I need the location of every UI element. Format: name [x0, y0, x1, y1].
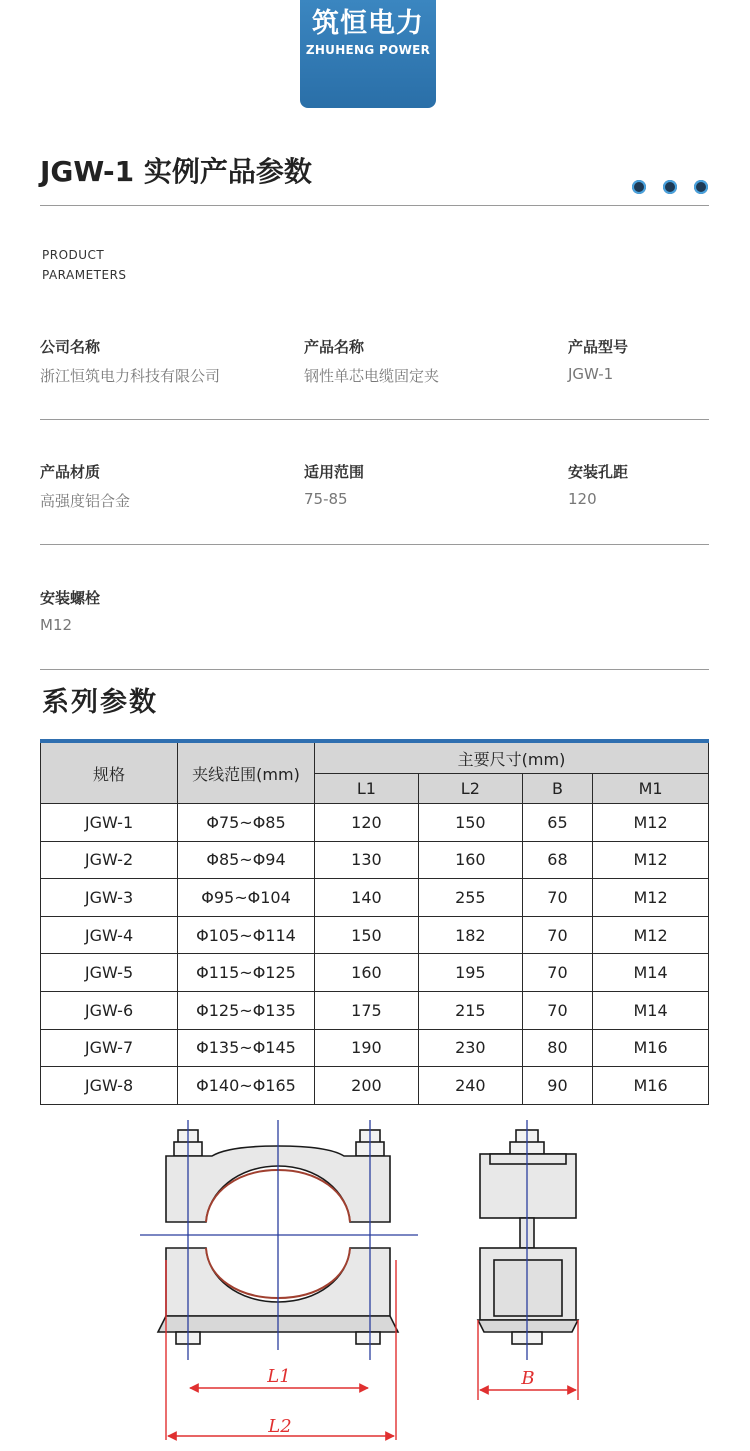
field-label: 产品材质: [40, 463, 101, 481]
field-material: [40, 461, 130, 511]
table-cell: Φ125~Φ135: [178, 991, 315, 1029]
decorative-dots: [630, 180, 712, 194]
field-value: 浙江恒筑电力科技有限公司: [40, 367, 221, 385]
table-cell: M12: [593, 879, 709, 917]
table-cell: JGW-5: [41, 954, 178, 992]
page-title: JGW-1 实例产品参数: [40, 155, 312, 188]
table-cell: 150: [315, 916, 419, 954]
label-line-2: PARAMETERS: [42, 268, 127, 282]
field-bolt: [40, 587, 100, 634]
table-row: [41, 916, 709, 954]
company-logo: [300, 0, 436, 108]
field-value: 钢性单芯电缆固定夹: [304, 367, 440, 385]
dimension-label-b: B: [521, 1368, 535, 1389]
table-cell: 70: [522, 991, 592, 1029]
divider: [40, 205, 709, 206]
field-product-name: [304, 336, 439, 386]
dot-icon: [663, 180, 677, 194]
table-cell: 150: [418, 804, 522, 842]
table-cell: Φ140~Φ165: [178, 1067, 315, 1105]
table-cell: 80: [522, 1029, 592, 1067]
table-cell: 120: [315, 804, 419, 842]
table-cell: 140: [315, 879, 419, 917]
clamp-drawing: [0, 1120, 750, 1451]
side-view: [478, 1130, 578, 1344]
table-row: [41, 1029, 709, 1067]
field-label: 适用范围: [304, 463, 365, 481]
label-line-1: PRODUCT: [42, 248, 105, 262]
table-cell: 215: [418, 991, 522, 1029]
field-label: 安装螺栓: [40, 589, 101, 607]
table-cell: 70: [522, 916, 592, 954]
table-cell: 190: [315, 1029, 419, 1067]
table-cell: 182: [418, 916, 522, 954]
table-cell: JGW-7: [41, 1029, 178, 1067]
table-cell: Φ75~Φ85: [178, 804, 315, 842]
table-cell: M12: [593, 916, 709, 954]
header-l1: L1: [315, 774, 419, 804]
table-cell: 240: [418, 1067, 522, 1105]
table-cell: Φ105~Φ114: [178, 916, 315, 954]
table-cell: JGW-8: [41, 1067, 178, 1105]
table-cell: 68: [522, 841, 592, 879]
table-cell: 70: [522, 879, 592, 917]
field-value: 120: [568, 490, 597, 508]
table-cell: 65: [522, 804, 592, 842]
table-cell: M12: [593, 841, 709, 879]
table-cell: 160: [418, 841, 522, 879]
header-m1: M1: [593, 774, 709, 804]
table-cell: M14: [593, 954, 709, 992]
divider: [40, 419, 709, 420]
table-cell: JGW-3: [41, 879, 178, 917]
field-company: [40, 336, 220, 386]
header-b: B: [522, 774, 592, 804]
field-value: 75-85: [304, 490, 348, 508]
table-cell: JGW-4: [41, 916, 178, 954]
table-cell: 160: [315, 954, 419, 992]
table-cell: 130: [315, 841, 419, 879]
table-cell: 90: [522, 1067, 592, 1105]
header-spec: 规格: [41, 741, 178, 804]
table-cell: M12: [593, 804, 709, 842]
field-value: JGW-1: [568, 365, 614, 383]
table-cell: 175: [315, 991, 419, 1029]
table-cell: Φ135~Φ145: [178, 1029, 315, 1067]
divider: [40, 669, 709, 670]
dimension-label-l1: L1: [267, 1366, 291, 1387]
field-value: 高强度铝合金: [40, 492, 131, 510]
logo-cn-text: 筑恒电力: [312, 8, 424, 39]
table-cell: Φ85~Φ94: [178, 841, 315, 879]
table-cell: M16: [593, 1067, 709, 1105]
table-row: [41, 804, 709, 842]
table-cell: 70: [522, 954, 592, 992]
series-parameters-table: [40, 739, 709, 1105]
field-value: M12: [40, 616, 73, 634]
field-label: 产品型号: [568, 338, 629, 356]
table-cell: 195: [418, 954, 522, 992]
series-title: 系列参数: [42, 687, 158, 718]
table-cell: 200: [315, 1067, 419, 1105]
table-cell: JGW-6: [41, 991, 178, 1029]
dot-icon: [632, 180, 646, 194]
table-cell: 230: [418, 1029, 522, 1067]
field-label: 产品名称: [304, 338, 365, 356]
header-main-dims: 主要尺寸(mm): [315, 741, 709, 774]
product-parameters-label: [42, 245, 127, 285]
header-clamp-range: 夹线范围(mm): [178, 741, 315, 804]
field-hole-spacing: [568, 461, 628, 508]
table-row: [41, 879, 709, 917]
field-range: [304, 461, 364, 508]
dot-icon: [694, 180, 708, 194]
table-cell: M16: [593, 1029, 709, 1067]
table-cell: JGW-1: [41, 804, 178, 842]
header-l2: L2: [418, 774, 522, 804]
table-row: [41, 1067, 709, 1105]
table-cell: Φ115~Φ125: [178, 954, 315, 992]
dimension-label-l2: L2: [268, 1416, 292, 1437]
table-cell: Φ95~Φ104: [178, 879, 315, 917]
table-cell: 255: [418, 879, 522, 917]
field-label: 公司名称: [40, 338, 101, 356]
table-cell: M14: [593, 991, 709, 1029]
table-cell: JGW-2: [41, 841, 178, 879]
field-model: [568, 336, 628, 383]
divider: [40, 544, 709, 545]
table-row: [41, 954, 709, 992]
field-label: 安装孔距: [568, 463, 629, 481]
logo-en-text: ZHUHENG POWER: [305, 43, 431, 57]
table-row: [41, 991, 709, 1029]
table-row: [41, 841, 709, 879]
table-body: [41, 804, 709, 1105]
